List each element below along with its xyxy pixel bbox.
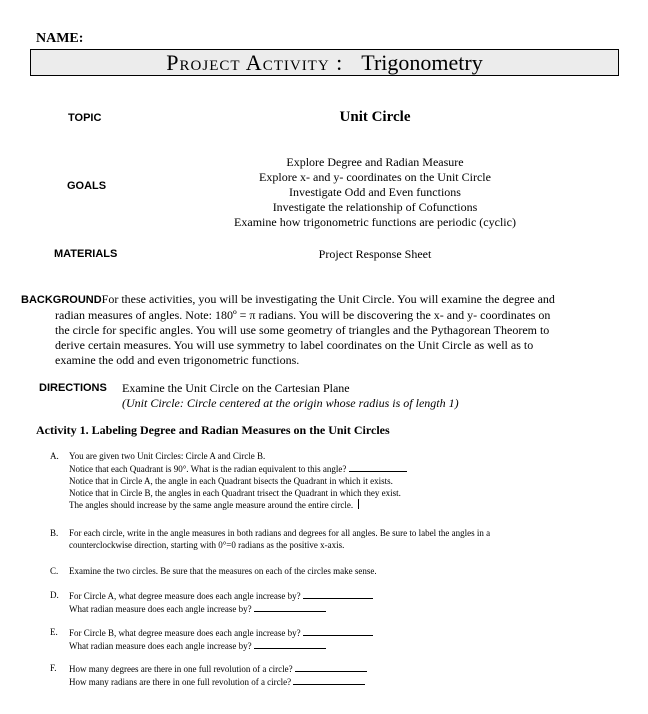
goals-list (200, 155, 550, 230)
background-section (21, 292, 626, 368)
item-letter: E. (50, 627, 58, 637)
directions-label: DIRECTIONS (39, 382, 107, 394)
background-line: radian measures of angles. Note: 180º = π radians. You will be discovering the x- and y- coordinates on (55, 308, 551, 322)
item-line: What radian measure does each angle increase by? (69, 604, 252, 614)
topic-label: TOPIC (68, 112, 102, 124)
directions-note: (Unit Circle: Circle centered at the origin whose radius is of length 1) (122, 396, 459, 410)
title-banner (30, 49, 619, 76)
text-cursor (358, 499, 359, 509)
materials-label: MATERIALS (54, 248, 118, 260)
item-line: For Circle A, what degree measure does each angle increase by? (69, 591, 301, 601)
item-letter: F. (50, 663, 57, 673)
name-label: NAME: (36, 31, 84, 46)
item-line: Examine the two circles. Be sure that the measures on each of the circles make sense. (69, 566, 377, 576)
item-line: Notice that in Circle A, the angle in each Quadrant bisects the Quadrant in which it exists. (69, 476, 393, 486)
answer-blank[interactable] (349, 462, 407, 472)
goal-item: Investigate the relationship of Cofunctions (272, 200, 478, 214)
item-line: The angles should increase by the same angle measure around the entire circle. (69, 500, 354, 510)
goal-item: Examine how trigonometric functions are periodic (cyclic) (234, 215, 516, 229)
answer-blank[interactable] (254, 602, 326, 612)
item-line: What radian measure does each angle increase by? (69, 641, 252, 651)
item-line: Notice that each Quadrant is 90°. What is the radian equivalent to this angle? (69, 464, 347, 474)
answer-blank[interactable] (295, 662, 367, 672)
goals-label: GOALS (67, 180, 107, 192)
answer-blank[interactable] (293, 675, 365, 685)
background-line: examine the odd and even trigonometric functions. (55, 353, 300, 367)
directions-text: Examine the Unit Circle on the Cartesian Plane (122, 381, 350, 395)
activity-title: Activity 1. Labeling Degree and Radian Measures on the Unit Circles (36, 423, 390, 437)
answer-blank[interactable] (254, 639, 326, 649)
goal-item: Explore Degree and Radian Measure (286, 155, 464, 169)
answer-blank[interactable] (303, 626, 373, 636)
item-line: For Circle B, what degree measure does each angle increase by? (69, 628, 301, 638)
title-part-1: Project Activity : (166, 50, 344, 75)
item-letter: D. (50, 590, 59, 600)
background-label: BACKGROUND (21, 294, 102, 306)
answer-blank[interactable] (303, 589, 373, 599)
goal-item: Investigate Odd and Even functions (289, 185, 461, 199)
background-line: derive certain measures. You will use symmetry to label coordinates on the Unit Circle as well as to (55, 338, 534, 352)
goal-item: Explore x- and y- coordinates on the Unit Circle (259, 170, 491, 184)
item-line: You are given two Unit Circles: Circle A and Circle B. (69, 451, 266, 461)
item-letter: B. (50, 528, 59, 538)
item-letter: C. (50, 566, 59, 576)
item-line: For each circle, write in the angle measures in both radians and degrees for all angles. Be sure to label the angles in a (69, 528, 491, 538)
topic-value: Unit Circle (339, 109, 411, 125)
background-line: For these activities, you will be investigating the Unit Circle. You will examine the degree and (101, 292, 555, 306)
item-line: How many radians are there in one full revolution of a circle? (69, 677, 292, 687)
item-line: counterclockwise direction, starting with 0°=0 radians as the positive x-axis. (69, 540, 345, 550)
item-letter: A. (50, 451, 59, 461)
item-line: How many degrees are there in one full revolution of a circle? (69, 664, 293, 674)
background-line: the circle for specific angles. You will use some geometry of triangles and the Pythagorean Theorem to (55, 323, 550, 337)
materials-value: Project Response Sheet (318, 247, 432, 261)
item-line: Notice that in Circle B, the angles in each Quadrant trisect the Quadrant in which they exist. (69, 488, 401, 498)
title-part-2: Trigonometry (361, 50, 483, 75)
